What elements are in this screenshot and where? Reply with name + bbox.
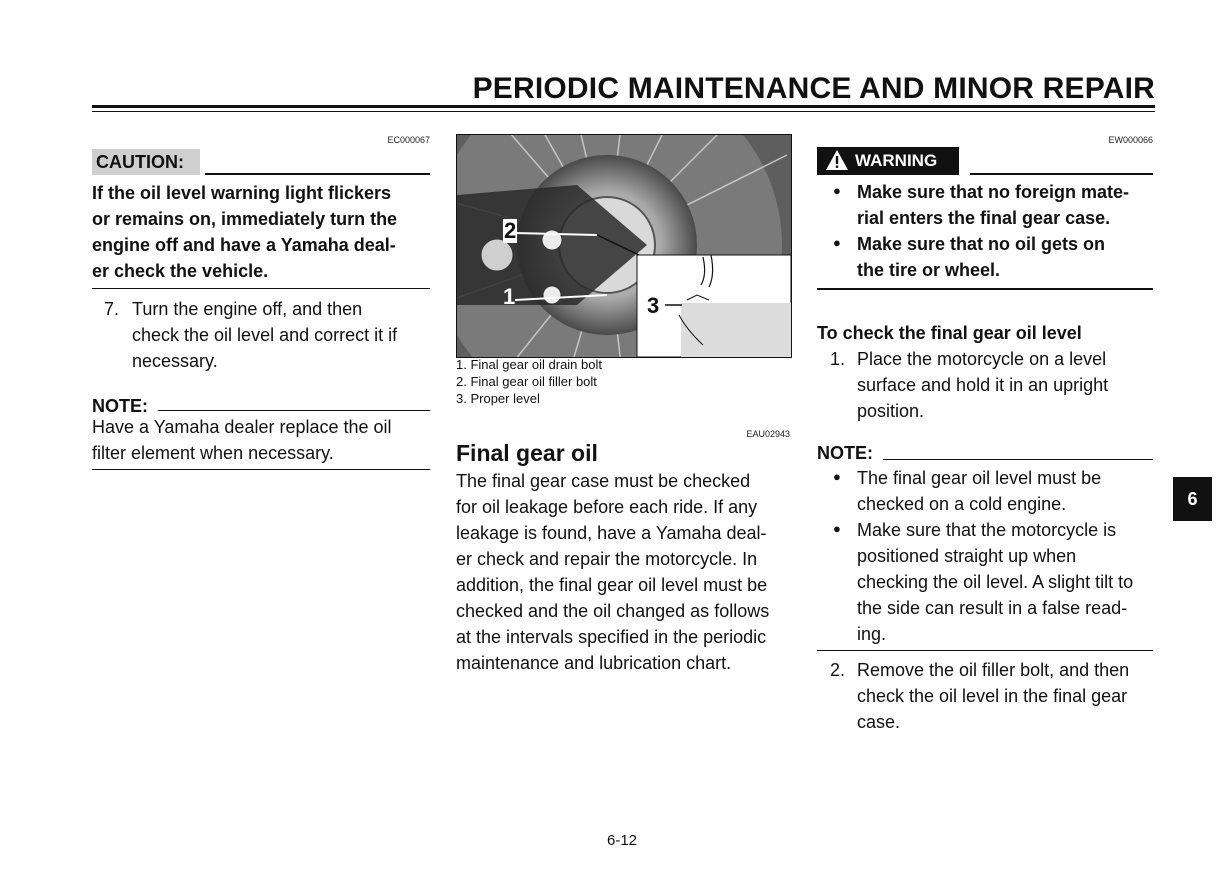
figure-label-3: 3 [647, 293, 660, 318]
warning-triangle-icon [825, 149, 849, 180]
caution-end-rule [92, 288, 430, 289]
right-note-label: NOTE: [817, 443, 873, 463]
caution-label: CAUTION: [92, 149, 200, 175]
right-note-rule [883, 459, 1153, 460]
bullet-icon: ● [833, 235, 841, 250]
header-rule-thin [92, 111, 1155, 112]
bullet-icon: ● [833, 469, 841, 484]
step-1-text: Place the motorcycle on a level surface and hold it in an upright position. [857, 349, 1109, 421]
caution-text: If the oil level warning light flickers or remains on, immediately turn the engine off and have a Yamaha deal- er check the vehicle. [92, 183, 398, 281]
caution-rule [205, 173, 430, 175]
section-heading: Final gear oil [456, 440, 598, 466]
bullet-icon: ● [833, 183, 841, 198]
page-number: 6-12 [606, 832, 638, 849]
caption-item: 1. Final gear oil drain bolt [456, 357, 602, 372]
warning-end-rule [817, 288, 1153, 290]
caution-code: EC000067 [387, 135, 430, 145]
right-note-end-rule [817, 650, 1153, 651]
chapter-tab: 6 [1173, 477, 1212, 521]
step-7-text: Turn the engine off, and then check the oil level and correct it if necessary. [132, 299, 398, 371]
final-gear-paragraph: The final gear case must be checked for oil leakage before each ride. If any leakage is found, have a Yamaha deal- er check and repair the motorcycle. In addition, the final gear oil level must be checked and the oil changed as follows at the intervals specified in the periodic maintenance and lubrication chart. [456, 471, 770, 673]
section-code: EAU02943 [746, 429, 790, 439]
step-1-number: 1. [830, 349, 846, 369]
page-header-title: PERIODIC MAINTENANCE AND MINOR REPAIR [472, 72, 1155, 105]
caption-item: 3. Proper level [456, 391, 540, 406]
warning-rule [970, 173, 1153, 175]
note-text: Have a Yamaha dealer replace the oil filter element when necessary. [92, 417, 392, 463]
header-rule [92, 105, 1155, 108]
note-item-2: Make sure that the motorcycle is positioned straight up when checking the oil level. A slight tilt to the side can result in a false read- ing. [857, 520, 1134, 644]
wheel-hub-illustration [457, 135, 791, 357]
step-2-number: 2. [830, 660, 846, 680]
final-gear-photo [456, 134, 792, 358]
warning-label: WARNING [817, 147, 959, 175]
step-7-number: 7. [104, 299, 120, 319]
figure-label-1: 1 [503, 284, 516, 309]
figure-captions [456, 356, 790, 407]
warning-item-1: Make sure that no foreign mate- rial enters the final gear case. [857, 182, 1130, 228]
note-rule [158, 410, 430, 411]
step-2-text: Remove the oil filler bolt, and then check the oil level in the final gear case. [857, 660, 1130, 732]
note-item-1: The final gear oil level must be checked on a cold engine. [857, 468, 1102, 514]
figure-label-2: 2 [504, 218, 517, 243]
warning-item-2: Make sure that no oil gets on the tire or wheel. [857, 234, 1106, 280]
subheading: To check the final gear oil level [817, 323, 1082, 343]
note-label: NOTE: [92, 396, 148, 416]
bullet-icon: ● [833, 521, 841, 536]
warning-code: EW000066 [1108, 135, 1153, 145]
note-end-rule [92, 469, 430, 470]
caption-item: 2. Final gear oil filler bolt [456, 374, 597, 389]
